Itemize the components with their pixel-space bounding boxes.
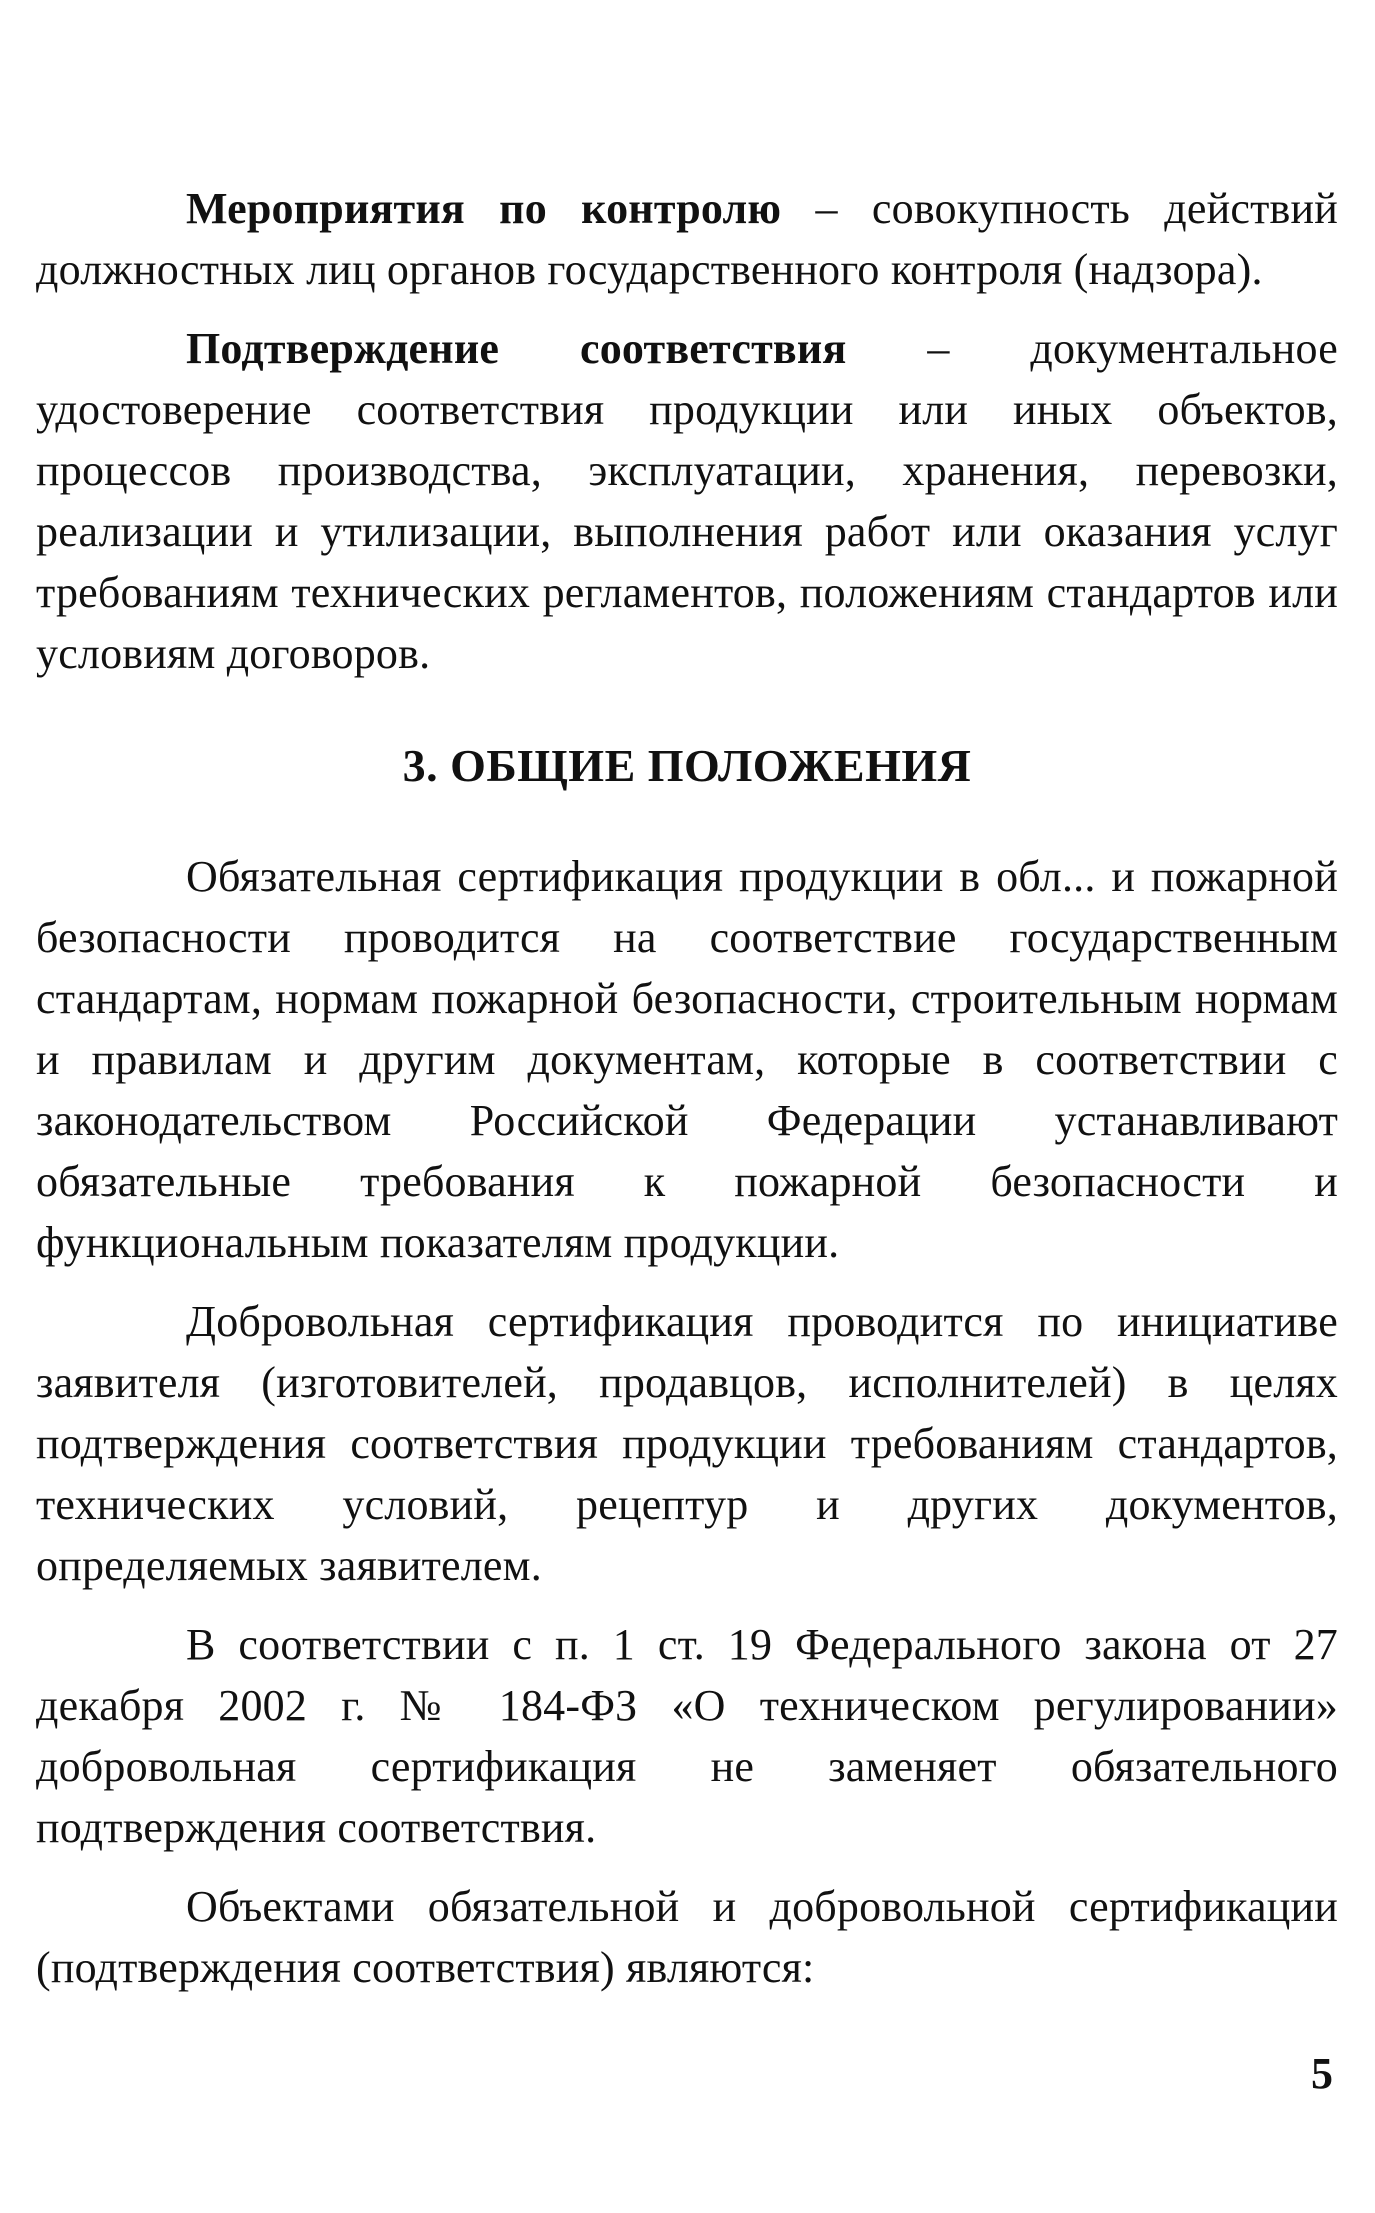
term-label: Подтверждение соответствия	[186, 324, 847, 373]
body-paragraph: Добровольная сертификация проводится по инициативе заявителя (изготовителей, продавцов, исполнителей) в целях подтверждения соответствия продукции требованиям стандартов, технических условий, рецептур и других документов, определяемых заявителем.	[36, 1297, 1338, 1590]
document-page	[36, 178, 1338, 1998]
term-label: Мероприятия по контролю	[186, 184, 782, 233]
body-paragraph: Обязательная сертификация продукции в обл... и пожарной безопасности проводится на соответствие государственным стандартам, нормам пожарной безопасности, строительным нормам и правилам и другим документам, которые в соответствии с законодательством Российской Федерации устанавливают обязательные требования к пожарной безопасности и функциональным показателям продукции.	[36, 852, 1338, 1267]
page-number: 5	[1311, 2049, 1333, 2098]
section-heading: 3. ОБЩИЕ ПОЛОЖЕНИЯ	[402, 740, 972, 791]
definition-text: – совокупность действий должностных лиц органов государственного контроля (надзора).	[36, 184, 1338, 294]
definition-text: – документальное удостоверение соответствия продукции или иных объектов, процессов производства, эксплуатации, хранения, перевозки, реализации и утилизации, выполнения работ или оказания услуг требованиям технических регламентов, положениям стандартов или условиям договоров.	[36, 324, 1338, 678]
definition-paragraph	[36, 318, 1338, 684]
definition-paragraph	[36, 178, 1338, 300]
body-paragraph: Объектами обязательной и добровольной сертификации (подтверждения соответствия) являются:	[36, 1882, 1338, 1992]
body-paragraph: В соответствии с п. 1 ст. 19 Федерального закона от 27 декабря 2002 г. № 184-ФЗ «О техническом регулировании» добровольная сертификация не заменяет обязательного подтверждения соответствия.	[36, 1620, 1338, 1852]
